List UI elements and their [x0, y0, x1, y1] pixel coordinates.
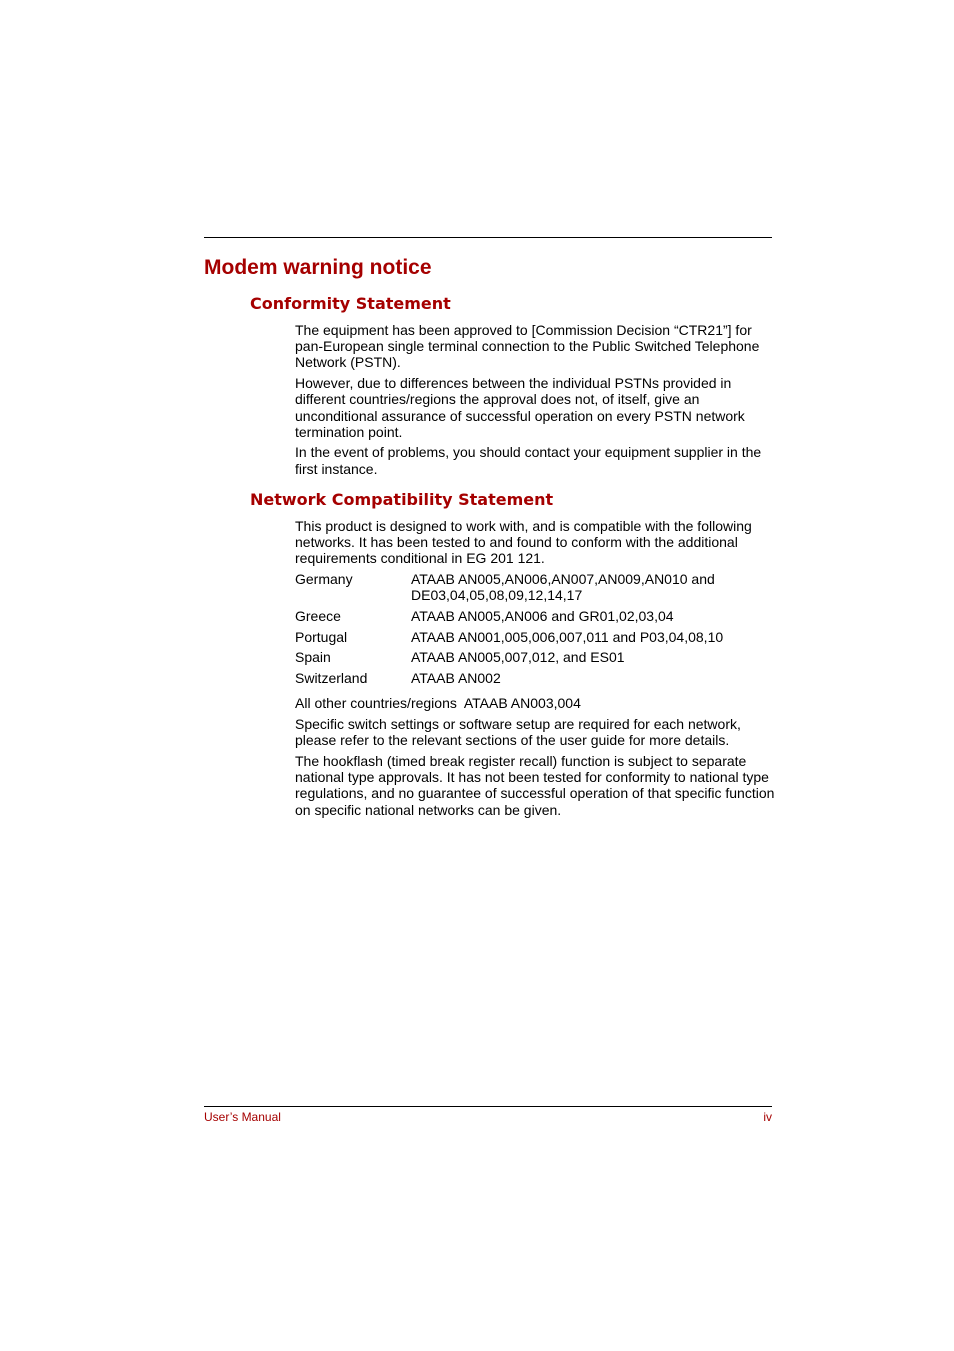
standard-cell: ATAAB AN005,007,012, and ES01 [411, 649, 625, 666]
country-cell: Portugal [295, 628, 348, 645]
table-row [295, 670, 771, 691]
header-divider [204, 237, 772, 238]
network-paragraph: Specific switch settings or software setup are required for each network, please refer to the relevant sections of the user guide for more details. [295, 716, 741, 749]
country-cell: Greece [295, 608, 341, 625]
table-row [295, 629, 771, 650]
other-countries-line: All other countries/regions ATAAB AN003,004 [295, 695, 581, 712]
footer-manual-title: User’s Manual [204, 1110, 281, 1124]
conformity-heading: Conformity Statement [250, 294, 451, 313]
standard-cell: ATAAB AN005,AN006,AN007,AN009,AN010 and DE03,04,05,08,09,12,14,17 [411, 571, 715, 604]
country-cell: Spain [295, 649, 331, 666]
footer-page-number: iv [763, 1110, 772, 1124]
network-body [295, 518, 775, 822]
page-title: Modem warning notice [204, 256, 432, 279]
standard-cell: ATAAB AN005,AN006 and GR01,02,03,04 [411, 608, 674, 625]
network-compatibility-table [295, 571, 771, 691]
network-intro: This product is designed to work with, and is compatible with the following networks. It has been tested to and found to conform with the additional requirements conditional in EG 201 121. [295, 518, 752, 567]
network-heading: Network Compatibility Statement [250, 490, 554, 509]
conformity-paragraph: However, due to differences between the individual PSTNs provided in different countries/regions the approval does not, of itself, give an unconditional assurance of successful operation on every PSTN network termination point. [295, 375, 745, 440]
table-row [295, 649, 771, 670]
standard-cell: ATAAB AN001,005,006,007,011 and P03,04,08,10 [411, 628, 724, 645]
network-paragraph: The hookflash (timed break register recall) function is subject to separate national type approvals. It has not been tested for conformity to national type regulations, and no guarantee of successful operation of that specific function on specific national networks can be given. [295, 752, 775, 818]
conformity-paragraph: In the event of problems, you should contact your equipment supplier in the first instance. [295, 444, 762, 477]
country-cell: Germany [295, 571, 353, 588]
table-row [295, 571, 771, 608]
conformity-paragraph: The equipment has been approved to [Commission Decision “CTR21”] for pan-European single terminal connection to the Public Switched Telephone Network (PSTN). [295, 322, 760, 371]
country-cell: Switzerland [295, 670, 368, 687]
footer-divider [204, 1106, 772, 1107]
table-row [295, 608, 771, 629]
conformity-body [295, 322, 775, 481]
standard-cell: ATAAB AN002 [411, 670, 501, 687]
